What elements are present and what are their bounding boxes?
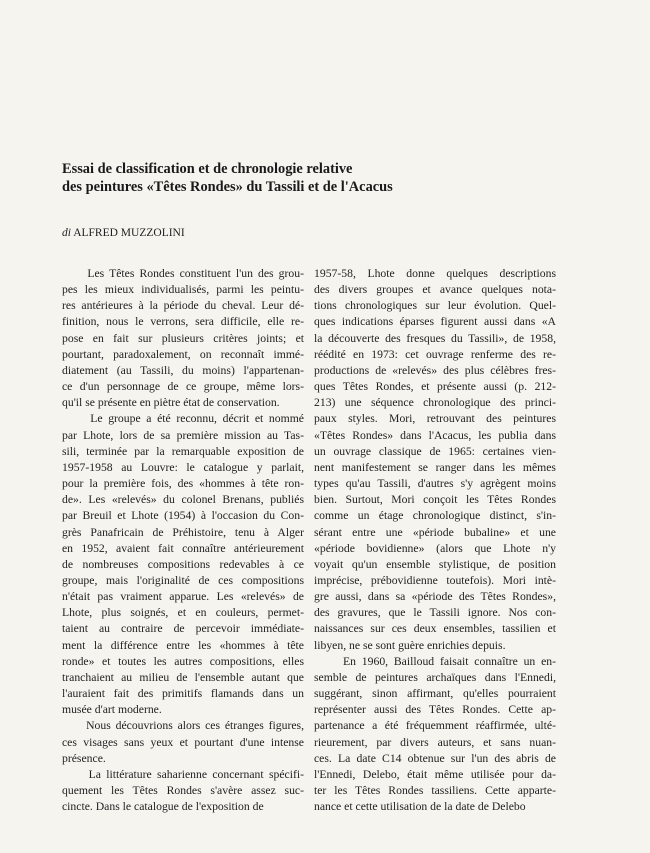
article-title xyxy=(62,160,602,196)
title-line-1: Essai de classification et de chronologie relative xyxy=(62,161,353,177)
text-line: nance et cette utilisation de la date de Delebo xyxy=(314,800,526,814)
text-line: imprécise, prébovidienne toutefois). Mori intè- xyxy=(314,573,556,587)
text-line: ques Têtes Rondes, et présente aussi (p. 212- xyxy=(314,380,556,394)
text-line: types qu'au Tassili, d'autres s'y agrègent moins xyxy=(314,477,556,491)
text-line: comme un étage chronologique distinct, s'in- xyxy=(314,509,556,523)
author-prefix: di xyxy=(62,227,71,239)
text-line: ronde» et toutes les autres compositions, elles xyxy=(62,654,304,668)
text-line: des gravures, que le Tassili ignore. Nos con- xyxy=(314,606,556,620)
text-line: gre aussi, dans sa «période des Têtes Rondes», xyxy=(314,590,556,604)
text-line: En 1960, Bailloud faisait connaître un en- xyxy=(314,654,556,668)
text-line: des divers groupes et avance quelques nota- xyxy=(314,283,556,297)
text-line: réédité en 1973: cet ouvrage renferme des re- xyxy=(314,347,556,361)
text-line: ces. La date C14 obtenue sur l'un des abris de xyxy=(314,751,556,765)
text-line: n'était pas vraiment apparue. Les «relevés» de xyxy=(62,590,304,604)
text-line: quement les Têtes Rondes s'avère assez suc- xyxy=(62,784,304,797)
text-line: représenter aussi des Têtes Rondes. Cette ap- xyxy=(314,703,556,717)
text-line: 1957-1958 au Louvre: le catalogue y parlait, xyxy=(62,460,304,474)
text-line: Lhote, plus soignés, et en couleurs, permet- xyxy=(62,606,304,620)
text-line: musée d'art moderne. xyxy=(62,703,162,717)
text-line: pose en fait sur plusieurs critères joints; et xyxy=(62,331,304,345)
paragraph xyxy=(62,266,304,411)
text-line: rieurement, par divers auteurs, et sans nuan- xyxy=(314,735,556,749)
text-line: sili, terminée par la remarquable exposition de xyxy=(62,444,304,458)
paragraph xyxy=(62,411,304,718)
text-line: La littérature saharienne concernant spécifi- xyxy=(62,767,304,781)
text-line: bien. Surtout, Mori conçoit les Têtes Rondes xyxy=(314,493,556,507)
text-line: Les Têtes Rondes constituent l'un des grou- xyxy=(62,267,304,280)
text-line: 1957-58, Lhote donne quelques descriptions xyxy=(314,267,556,280)
paragraph xyxy=(62,767,304,815)
left-column xyxy=(62,266,304,815)
text-line: taient au contraire de percevoir immédiate- xyxy=(62,622,304,636)
text-line: partenance a été fréquemment réaffirmée, ulté- xyxy=(314,719,556,733)
text-line: «période bovidienne» (alors que Lhote n'y xyxy=(314,541,556,555)
text-line: pour la première fois, des «hommes à tête ron- xyxy=(62,477,304,491)
text-line: Le groupe a été reconnu, décrit et nommé xyxy=(62,412,304,426)
text-line: finition, nous le verrons, sera difficile, elle re- xyxy=(62,315,304,329)
text-line: «Têtes Rondes» dans l'Acacus, les publia dans xyxy=(314,428,556,442)
author-name: ALFRED MUZZOLINI xyxy=(73,227,185,239)
text-line: ques indications éparses figurent aussi dans «A xyxy=(314,315,556,329)
text-line: qu'il se présente en piètre état de conservation. xyxy=(62,396,280,410)
text-line: paux styles. Mori, retrouvant des peintures xyxy=(314,412,556,426)
text-line: groupe, mais l'originalité de ces compositions xyxy=(62,573,304,587)
text-line: de nombreuses compositions redevables à ce xyxy=(62,557,304,571)
text-line: cincte. Dans le catalogue de l'exposition de xyxy=(62,800,264,814)
text-line: tions chronologiques sur leur évolution. Quel- xyxy=(314,299,556,313)
text-line: pes les mieux individualisés, parmi les peintu- xyxy=(62,283,304,297)
text-line: suggérant, sinon affirmant, qu'elles pourraient xyxy=(314,687,556,701)
text-line: nent manifestement se ranger dans les mêmes xyxy=(314,460,556,474)
author-line xyxy=(62,227,185,239)
text-line: naissances sur ces deux ensembles, tassilien et xyxy=(314,622,556,636)
text-line: par Breuil et Lhote (1954) à l'occasion du Con- xyxy=(62,509,304,523)
text-line: libyen, ne se sont guère enrichies depuis. xyxy=(314,638,506,652)
text-line: un ouvrage classique de 1965: certaines vien- xyxy=(314,444,556,458)
text-line: semble de peintures archaïques dans l'Ennedi, xyxy=(314,670,556,684)
text-line: diatement (au Tassili, du moins) l'appartenan- xyxy=(62,363,304,377)
text-line: 213) une séquence chronologique des princi- xyxy=(314,396,556,410)
text-line: ce d'un personnage de ce groupe, même lors- xyxy=(62,380,304,394)
text-line: sérant entre une «période bubaline» et une xyxy=(314,525,556,539)
text-line: par Lhote, lors de sa première mission au Tas- xyxy=(62,428,304,442)
right-column xyxy=(314,266,556,815)
text-line: l'auraient fait des primitifs flamands dans un xyxy=(62,687,304,701)
text-line: en 1952, avaient fait connaître antérieurement xyxy=(62,541,304,555)
text-line: productions de «relevés» des plus célèbres fres- xyxy=(314,363,556,377)
paragraph xyxy=(62,718,304,766)
text-line: ter les Têtes Rondes tassiliens. Cette apparte- xyxy=(314,784,556,797)
text-line: res antérieures à la période du cheval. Leur dé- xyxy=(62,299,304,313)
text-line: de». Les «relevés» du colonel Brenans, publiés xyxy=(62,493,304,507)
text-line: pourtant, paradoxalement, on reconnaît immé- xyxy=(62,347,304,361)
text-line: Nous découvrions alors ces étranges figures, xyxy=(62,719,304,733)
text-line: voyait qu'un ensemble stylistique, de position xyxy=(314,557,556,571)
text-line: l'Ennedi, Delebo, était même utilisée pour da- xyxy=(314,767,556,781)
text-line: présence. xyxy=(62,751,106,765)
text-line: tranchaient au milieu de l'ensemble autant que xyxy=(62,670,304,684)
text-line: la découverte des fresques du Tassili», de 1958, xyxy=(314,331,556,345)
paragraph xyxy=(314,654,556,816)
text-line: ment la différence entre les «hommes à tête xyxy=(62,638,304,652)
paragraph xyxy=(314,266,556,654)
text-line: ces visages sans yeux et pourtant d'une intense xyxy=(62,735,304,749)
title-line-2: des peintures «Têtes Rondes» du Tassili et de l'Acacus xyxy=(62,179,393,195)
text-line: grès Panafricain de Préhistoire, tenu à Alger xyxy=(62,525,304,539)
